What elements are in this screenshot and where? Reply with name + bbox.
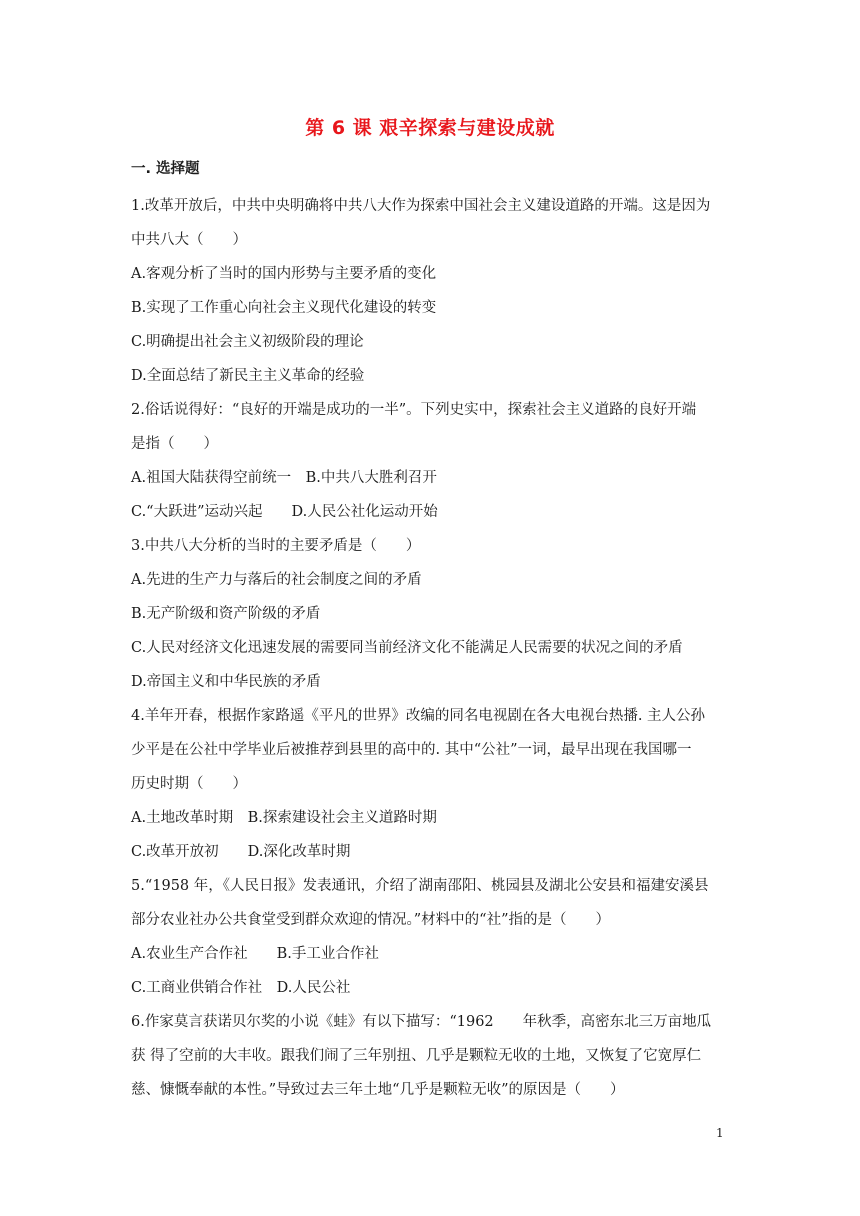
option-line: C.“大跃进”运动兴起 D.人民公社化运动开始 [131, 504, 438, 520]
text-line: 6.作家莫言获诺贝尔奖的小说《蛙》有以下描写：“1962 年秋季，高密东北三万亩地瓜 [131, 1014, 712, 1030]
option-line: C.工商业供销合作社 D.人民公社 [131, 980, 351, 996]
option-line: A.土地改革时期 B.探索建设社会主义道路时期 [131, 810, 437, 826]
text-line: 5.“1958 年，《人民日报》发表通讯，介绍了湖南邵阳、桃园县及湖北公安县和福建安溪县 [131, 878, 709, 894]
text-line: 是指（ ） [131, 436, 218, 452]
section-heading: 一. 选择题 [131, 161, 200, 177]
option-line: A.客观分析了当时的国内形势与主要矛盾的变化 [131, 266, 437, 282]
text-line: 获 得了空前的大丰收。跟我们闹了三年别扭、几乎是颗粒无收的土地，又恢复了它宽厚仁 [131, 1048, 702, 1064]
content-body [131, 155, 741, 1107]
option-line: D.全面总结了新民主主义革命的经验 [131, 368, 365, 384]
page-number: 1 [716, 1126, 724, 1140]
text-line: 少平是在公社中学毕业后被推荐到县里的高中的. 其中“公社”一词，最早出现在我国哪一 [131, 742, 692, 758]
option-line: A.农业生产合作社 B.手工业合作社 [131, 946, 379, 962]
text-line: 3.中共八大分析的当时的主要矛盾是（ ） [131, 538, 421, 554]
text-line: 部分农业社办公共食堂受到群众欢迎的情况。”材料中的“社”指的是（ ） [131, 912, 610, 928]
option-line: A.祖国大陆获得空前统一 B.中共八大胜利召开 [131, 470, 437, 486]
option-line: A.先进的生产力与落后的社会制度之间的矛盾 [131, 572, 422, 588]
text-line: 1.改革开放后，中共中央明确将中共八大作为探索中国社会主义建设道路的开端。这是因为 [131, 198, 711, 214]
lesson-title: 第 6 课 艰辛探索与建设成就 [305, 117, 555, 139]
text-line: 历史时期（ ） [131, 776, 247, 792]
option-line: C.改革开放初 D.深化改革时期 [131, 844, 351, 860]
option-line: C.人民对经济文化迅速发展的需要同当前经济文化不能满足人民需要的状况之间的矛盾 [131, 640, 683, 656]
text-line: 2.俗话说得好：“良好的开端是成功的一半”。下列史实中，探索社会主义道路的良好开端 [131, 402, 697, 418]
text-line: 慈、慷慨奉献的本性。”导致过去三年土地“几乎是颗粒无收”的原因是（ ） [131, 1082, 625, 1098]
text-line: 中共八大（ ） [131, 232, 247, 248]
text-line: 4.羊年开春，根据作家路遥《平凡的世界》改编的同名电视剧在各大电视台热播. 主人公孙 [131, 708, 706, 724]
option-line: B.无产阶级和资产阶级的矛盾 [131, 606, 321, 622]
option-line: B.实现了工作重心向社会主义现代化建设的转变 [131, 300, 437, 316]
option-line: C.明确提出社会主义初级阶段的理论 [131, 334, 364, 350]
option-line: D.帝国主义和中华民族的矛盾 [131, 674, 321, 690]
